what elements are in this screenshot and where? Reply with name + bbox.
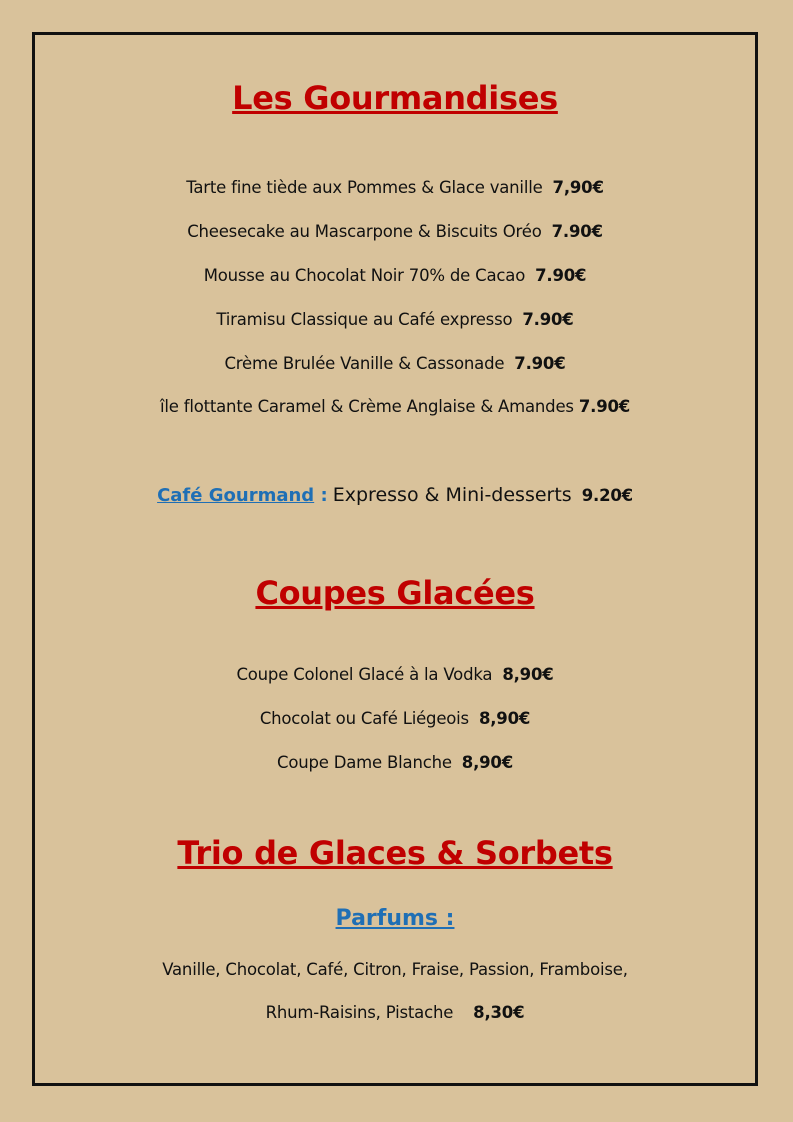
menu-item xyxy=(35,178,755,197)
menu-item xyxy=(35,753,755,772)
menu-item-name: Coupe Dame Blanche xyxy=(277,753,452,772)
menu-item-name: Crème Brulée Vanille & Cassonade xyxy=(224,354,505,373)
menu-item-price: 7,90€ xyxy=(552,178,604,197)
menu-item-name: Tiramisu Classique au Café expresso xyxy=(216,310,513,329)
menu-item xyxy=(35,222,755,241)
cafe-gourmand-line xyxy=(35,484,755,506)
menu-item-price: 7.90€ xyxy=(535,266,587,285)
menu-item-price: 8,90€ xyxy=(461,753,513,772)
cafe-gourmand-label: Café Gourmand xyxy=(157,485,315,506)
menu-item-price: 7.90€ xyxy=(522,310,574,329)
menu-item-price: 8,90€ xyxy=(478,709,531,728)
flavors-line-2 xyxy=(35,1003,755,1022)
menu-item xyxy=(35,665,755,684)
section-title-coupes: Coupes Glacées xyxy=(255,574,535,612)
menu-item-price: 7.90€ xyxy=(514,354,566,373)
section-title-trio: Trio de Glaces & Sorbets xyxy=(177,834,613,872)
trio-price: 8,30€ xyxy=(473,1003,525,1022)
menu-item xyxy=(35,266,755,285)
menu-item-name: île flottante Caramel & Crème Anglaise & Amandes xyxy=(159,397,574,416)
cafe-gourmand-colon: : xyxy=(314,485,328,506)
cafe-gourmand-price: 9.20€ xyxy=(581,486,633,505)
menu-frame xyxy=(32,32,758,1086)
menu-item-price: 7.90€ xyxy=(551,222,603,241)
menu-item xyxy=(35,310,755,329)
menu-item xyxy=(35,354,755,373)
flavors-line-2-text: Rhum-Raisins, Pistache xyxy=(265,1003,454,1022)
section-title-gourmandises: Les Gourmandises xyxy=(232,79,558,117)
parfums-label: Parfums : xyxy=(335,906,455,931)
menu-item-name: Chocolat ou Café Liégeois xyxy=(259,709,469,728)
flavors-line-1: Vanille, Chocolat, Café, Citron, Fraise, Passion, Framboise, xyxy=(162,960,628,979)
menu-item-name: Coupe Colonel Glacé à la Vodka xyxy=(236,665,493,684)
cafe-gourmand-description: Expresso & Mini-desserts xyxy=(332,484,572,506)
menu-item xyxy=(35,709,755,728)
menu-item xyxy=(35,397,755,416)
menu-item-price: 7.90€ xyxy=(578,397,631,416)
menu-item-name: Mousse au Chocolat Noir 70% de Cacao xyxy=(203,266,526,285)
menu-item-price: 8,90€ xyxy=(502,665,554,684)
menu-item-name: Tarte fine tiède aux Pommes & Glace vanille xyxy=(186,178,543,197)
menu-item-name: Cheesecake au Mascarpone & Biscuits Oréo xyxy=(187,222,542,241)
